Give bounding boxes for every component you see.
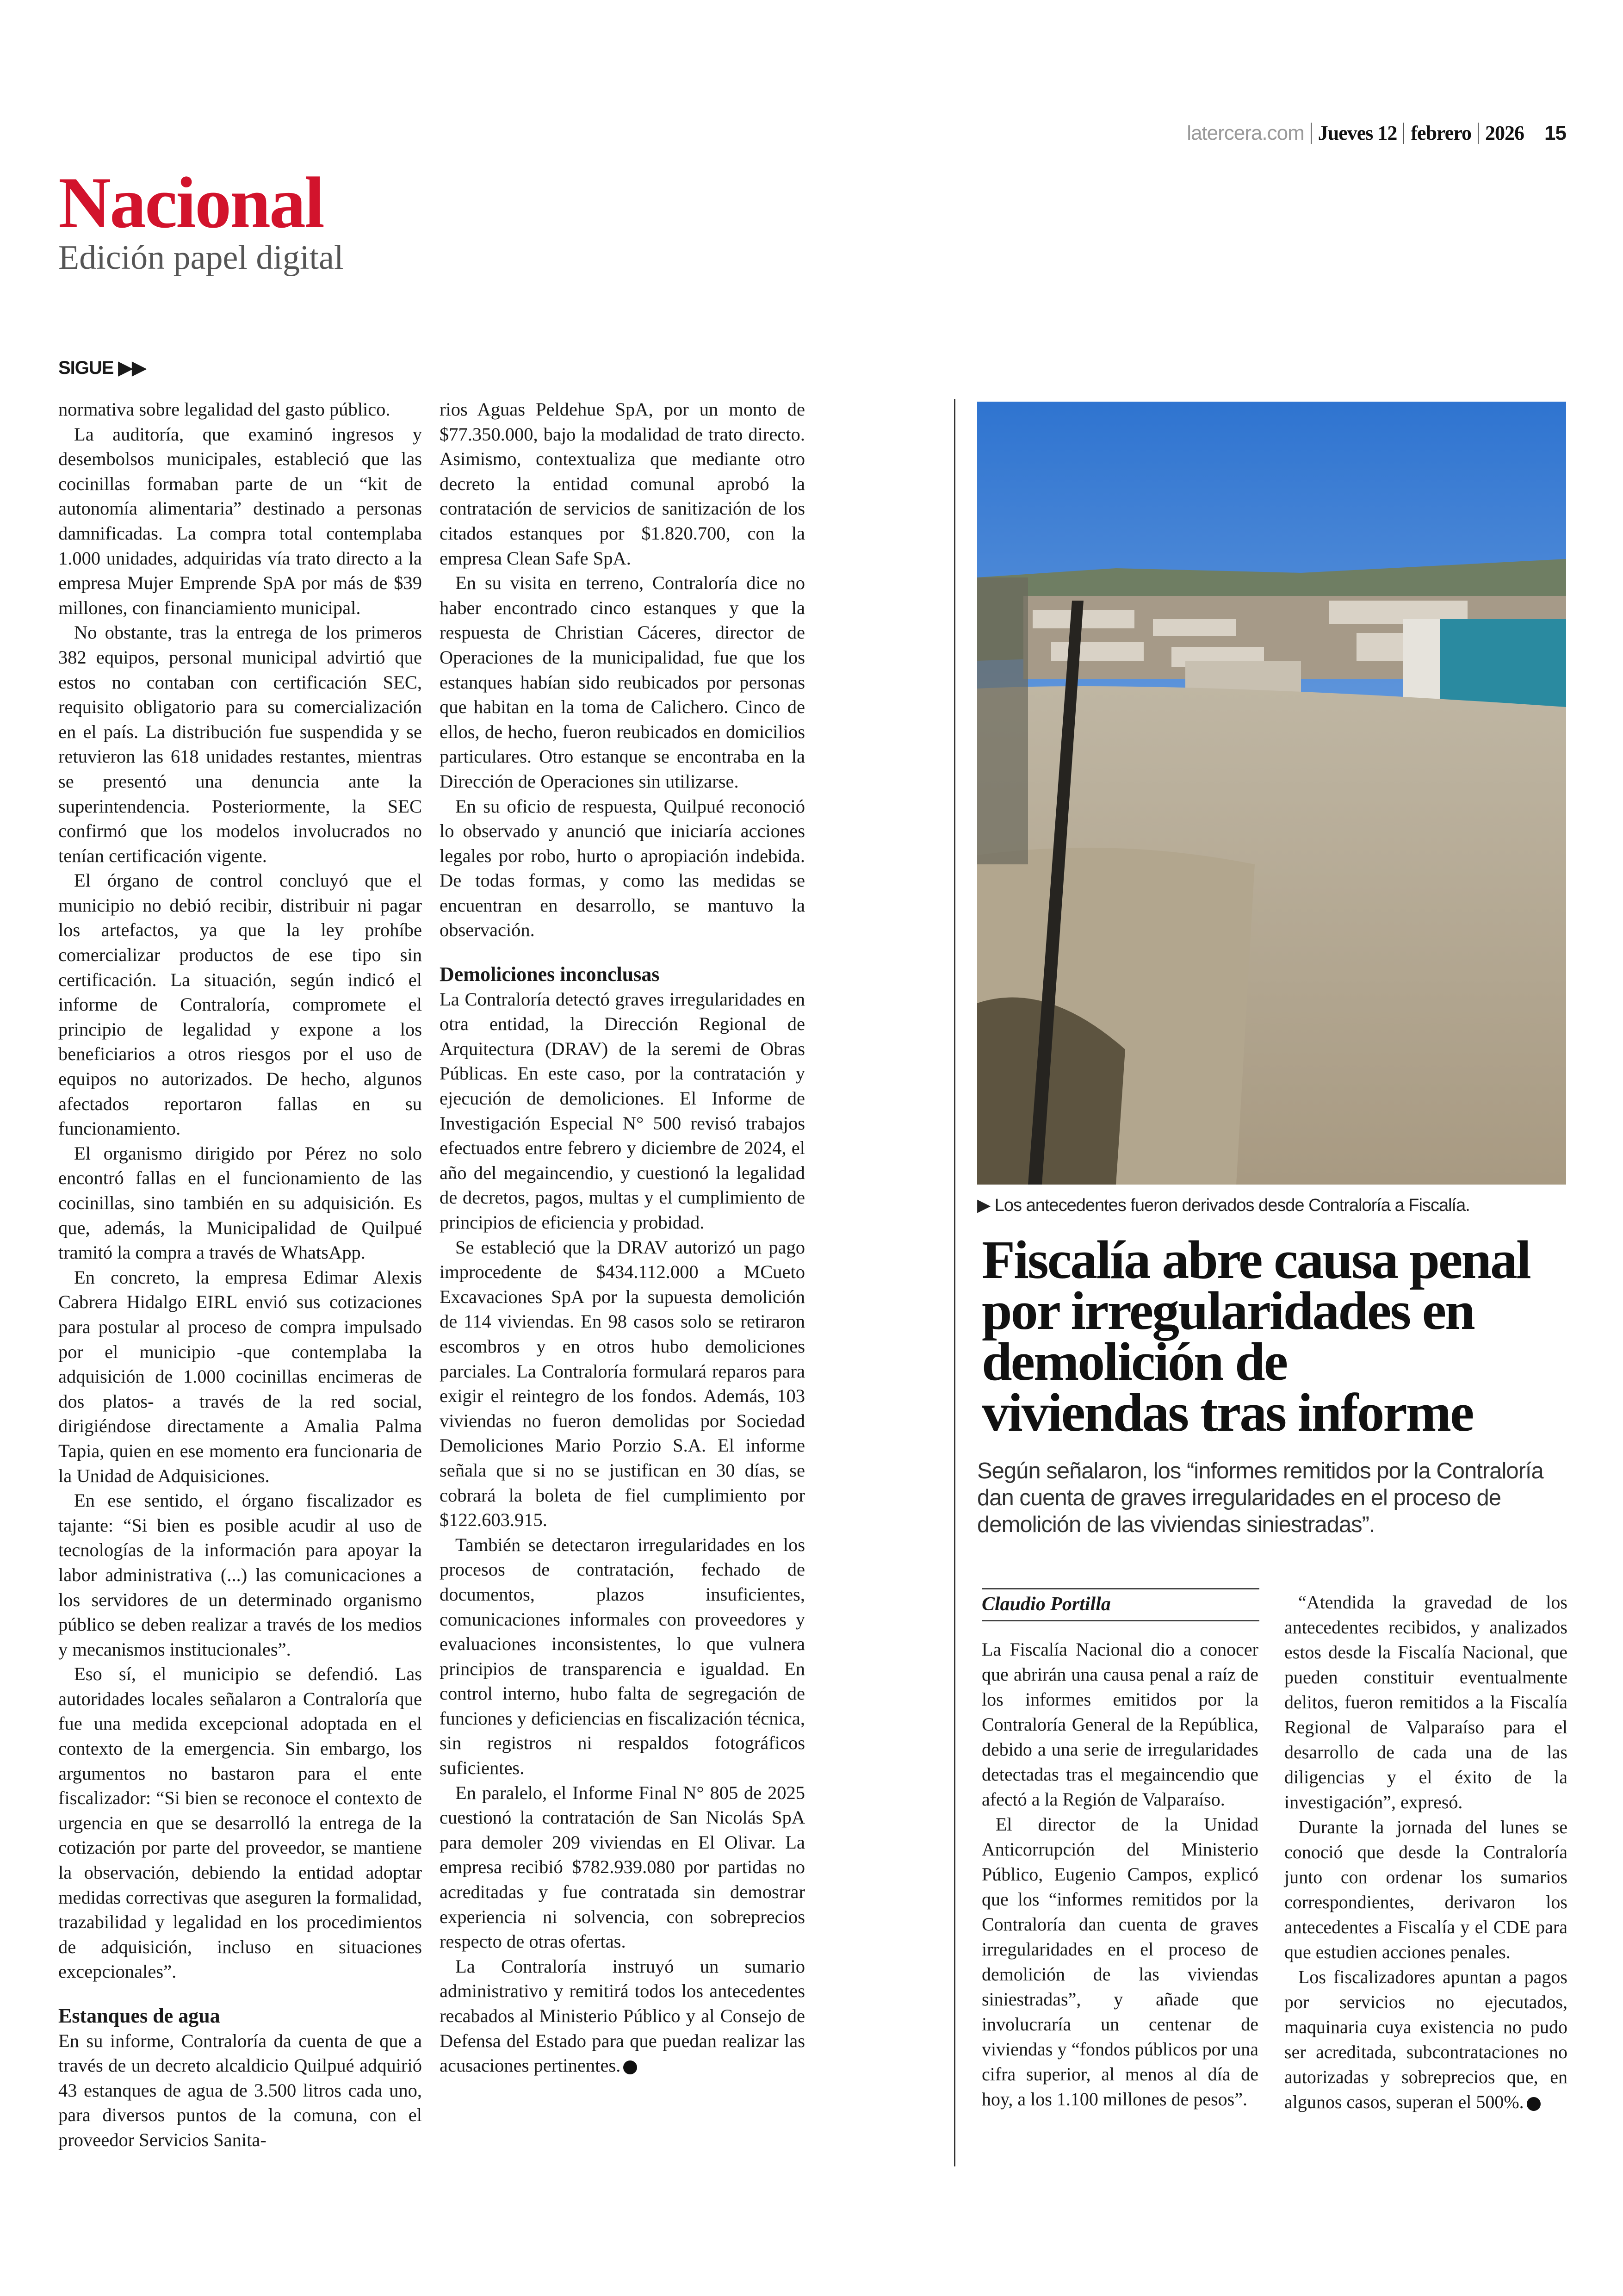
paragraph: En paralelo, el Informe Final N° 805 de 2025 cuestionó la contratación de San Nicolás SpA para demoler 209 viviendas en El Olivar. La empresa recibió $782.939.080 por partidas no acreditadas y fue contratada sin demostrar experiencia ni solvencia, con sobreprecios respecto de otras ofertas. — [440, 1782, 805, 1952]
edition-subtitle: Edición papel digital — [58, 239, 344, 277]
photo-scene — [977, 402, 1566, 1185]
paragraph: En su informe, Contraloría da cuenta de que a través de un decreto alcaldicio Quilpué adquirió 43 estanques de agua de 3.500 litros cada uno, para diversos puntos de la comuna, con el proveedor Servicios Sanita- — [58, 2030, 422, 2150]
folio-year: 2026 — [1485, 122, 1524, 144]
headline — [982, 1229, 1583, 1443]
article-lead: Según señalaron, los “informes remitidos por la Contraloría dan cuenta de graves irregularidades en el proceso de demolición de las viviendas siniestradas”. — [977, 1458, 1543, 1537]
paragraph: La Contraloría instruyó un sumario administrativo y remitirá todos los antecedentes recabados al Ministerio Público y al Consejo de Defensa del Estado para que puedan realizar las acusaciones pertinentes. — [440, 1955, 805, 2076]
end-mark-icon — [1527, 2097, 1541, 2111]
paragraph: En concreto, la empresa Edimar Alexis Cabrera Hidalgo EIRL envió sus cotizaciones para postular al proceso de compra impulsado por el municipio -que contemplaba la adquisición de 1.000 cocinillas encimeras de dos platos- a través de la red social, dirigiéndose directamente a Amalia Palma Tapia, quien en ese momento era funcionaria de la Unidad de Adquisiciones. — [58, 1266, 422, 1486]
divider — [1478, 123, 1479, 144]
paragraph: El director de la Unidad Anticorrupción del Ministerio Público, Eugenio Campos, explicó que los “informes remitidos por la Contraloría dan cuenta de graves irregularidades en el proceso de demolición de las viviendas siniestradas”, y añade que involucraría un centenar de viviendas y “fondos públicos por una cifra superior, al menos al día de hoy, a los 1.100 millones de pesos”. — [982, 1814, 1258, 2110]
headline-line: viviendas tras informe — [982, 1382, 1473, 1443]
page-number: 15 — [1544, 121, 1566, 144]
article-photo — [977, 402, 1566, 1185]
paragraph: “Atendida la gravedad de los antecedentes recibidos, y analizados estos desde la Fiscalía Nacional, que pueden constituir eventualmente delitos, fueron remitidos a la Fiscalía Regional de Valparaíso para el desarrollo de cada una de las diligencias y el éxito de la investigación”, expresó. — [1284, 1592, 1567, 1812]
end-mark-icon — [623, 2060, 637, 2074]
page-folio — [1187, 121, 1566, 145]
paragraph: Durante la jornada del lunes se conoció que desde la Contraloría junto con ordenar los sumarios correspondientes, derivaron los antecedentes a Fiscalía y el CDE para que estudien acciones penales. — [1284, 1817, 1567, 1962]
subheading: Estanques de agua — [58, 2004, 220, 2027]
caption-arrow-icon: ▶ — [977, 1196, 995, 1215]
article-column-1 — [58, 397, 422, 2153]
paragraph: Se estableció que la DRAV autorizó un pago improcedente de $434.112.000 a MCueto Excavaciones SpA por la supuesta demolición de 114 viviendas. En 98 casos solo se retiraron escombros y en otros hubo demoliciones parciales. La Contraloría formulará reparos para exigir el reintegro de los fondos. Además, 103 viviendas no fueron demolidas por Sociedad Demoliciones Mario Porzio S.A. El informe señala que si no se justifican en 30 días, se cobrará la boleta de fiel cumplimiento por $122.603.915. — [440, 1236, 805, 1531]
subheading: Demoliciones inconclusas — [440, 963, 660, 986]
paragraph: La Contraloría detectó graves irregularidades en otra entidad, la Dirección Regional de Arquitectura (DRAV) de la seremi de Obras Públicas. En este caso, por la contratación y ejecución de demoliciones. El Informe de Investigación Especial N° 500 revisó trabajos efectuados entre febrero y diciembre de 2024, el año del megaincendio, y cuestionó la legalidad de decretos, pagos, multas y el cumplimiento de principios de eficiencia y probidad. — [440, 988, 805, 1233]
continues-label: SIGUE ▶▶ — [58, 358, 146, 378]
paragraph: normativa sobre legalidad del gasto público. — [58, 399, 390, 420]
article-body-column-2 — [1284, 1590, 1567, 2115]
paragraph: En su visita en terreno, Contraloría dice no haber encontrado cinco estanques y que la respuesta de Christian Cáceres, director de Operaciones de la municipalidad, fue que los estanques habían sido reubicados por personas que habitan en la toma de Calichero. Cinco de ellos, de hecho, fueron reubicados en domicilios particulares. Otro estanque se encontraba en la Dirección de Operaciones sin utilizarse. — [440, 572, 805, 792]
divider — [1403, 123, 1404, 144]
paragraph: La Fiscalía Nacional dio a conocer que abrirán una causa penal a raíz de los informes emitidos por la Contraloría General de la República, debido a una serie de irregularidades detectadas tras el megaincendio que afectó a la Región de Valparaíso. — [982, 1639, 1258, 1810]
paragraph: Eso sí, el municipio se defendió. Las autoridades locales señalaron a Contraloría que fue una medida excepcional adoptada en el contexto de la emergencia. Sin embargo, los argumentos no bastaron para el ente fiscalizador: “Si bien se reconoce el contexto de urgencia en que se desarrolló la entrega de la cotización por parte del proveedor, se mantiene la observación, debiendo la entidad adoptar medidas correctivas que aseguren la formalidad, trazabilidad y legalidad en los procedimientos de adquisición, incluso en situaciones excepcionales”. — [58, 1663, 422, 1982]
headline-line: por irregularidades en — [982, 1280, 1474, 1341]
article-column-2 — [440, 397, 805, 2078]
caption-text: Los antecedentes fueron derivados desde Contraloría a Fiscalía. — [994, 1196, 1470, 1215]
paragraph: En su oficio de respuesta, Quilpué reconoció lo observado y anunció que iniciaría acciones legales por robo, hurto o apropiación indebida. De todas formas, y como las medidas se encuentran en desarrollo, se mantuvo la observación. — [440, 795, 805, 941]
divider — [1311, 123, 1312, 144]
folio-month: febrero — [1411, 122, 1472, 144]
paragraph: rios Aguas Peldehue SpA, por un monto de $77.350.000, bajo la modalidad de trato directo. Asimismo, contextualiza que mediante otro decreto la entidad comunal aprobó la contratación de servicios de sanitización de los citados estanques por $1.820.700, con la empresa Clean Safe SpA. — [440, 399, 805, 569]
folio-day: Jueves 12 — [1318, 122, 1397, 144]
column-divider — [954, 399, 955, 2166]
headline-line: demolición de — [982, 1331, 1287, 1392]
paragraph: No obstante, tras la entrega de los primeros 382 equipos, personal municipal advirtió que estos no contaban con certificación SEC, requisito obligatorio para su comercialización en el país. La distribución fue suspendida y se retuvieron las 618 unidades restantes, mientras se presentó una denuncia ante la superintendencia. Posteriormente, la SEC confirmó que los modelos involucrados no tenían certificación vigente. — [58, 622, 422, 866]
paragraph: En ese sentido, el órgano fiscalizador es tajante: “Si bien es posible acudir al uso de tecnologías de la información para apoyar la labor administrativa (...) las comunicaciones a los servidores de un determinado organismo público se deben realizar a través de los medios y mecanismos institucionales”. — [58, 1490, 422, 1660]
paragraph: El órgano de control concluyó que el municipio no debió recibir, distribuir ni pagar los artefactos, ya que la ley prohíbe comercializar productos de ese tipo sin certificación. La situación, según indicó el informe de Contraloría, compromete el principio de legalidad y expone a los beneficiarios a otros riesgos por el uso de equipos no autorizados. De hecho, algunos afectados reportaron fallas en su funcionamiento. — [58, 870, 422, 1139]
article-body-column-1 — [982, 1637, 1258, 2112]
paragraph: El organismo dirigido por Pérez no solo encontró fallas en el funcionamiento de las cocinillas, sino también en su adquisición. Es que, además, la Municipalidad de Quilpué tramitó la compra a través de WhatsApp. — [58, 1142, 422, 1263]
headline-line: Fiscalía abre causa penal — [982, 1229, 1530, 1290]
paragraph: También se detectaron irregularidades en los procesos de contratación, fechado de documentos, plazos insuficientes, comunicaciones informales con proveedores y evaluaciones inconsistentes, lo que vulnera principios de transparencia e igualdad. En control interno, hubo falta de segregación de funciones y deficiencias en fiscalización técnica, sin registros ni respaldos fotográficos suficientes. — [440, 1534, 805, 1779]
paragraph: La auditoría, que examinó ingresos y desembolsos municipales, estableció que las cocinillas formaban parte de un “kit de autonomía alimentaria” destinado a personas damnificadas. La compra total contemplaba 1.000 unidades, adquiridas vía trato directo a la empresa Mujer Emprende SpA por más de $39 millones, con financiamiento municipal. — [58, 423, 422, 618]
section-title: Nacional — [58, 162, 323, 243]
paragraph: Los fiscalizadores apuntan a pagos por servicios no ejecutados, maquinaria cuya existencia no pudo ser acreditada, subcontrataciones no autorizadas y sobreprecios que, en algunos casos, superan el 500%. — [1284, 1967, 1567, 2112]
photo-caption — [977, 1195, 1470, 1216]
author-byline: Claudio Portilla — [982, 1588, 1259, 1621]
site-url: latercera.com — [1187, 121, 1304, 144]
